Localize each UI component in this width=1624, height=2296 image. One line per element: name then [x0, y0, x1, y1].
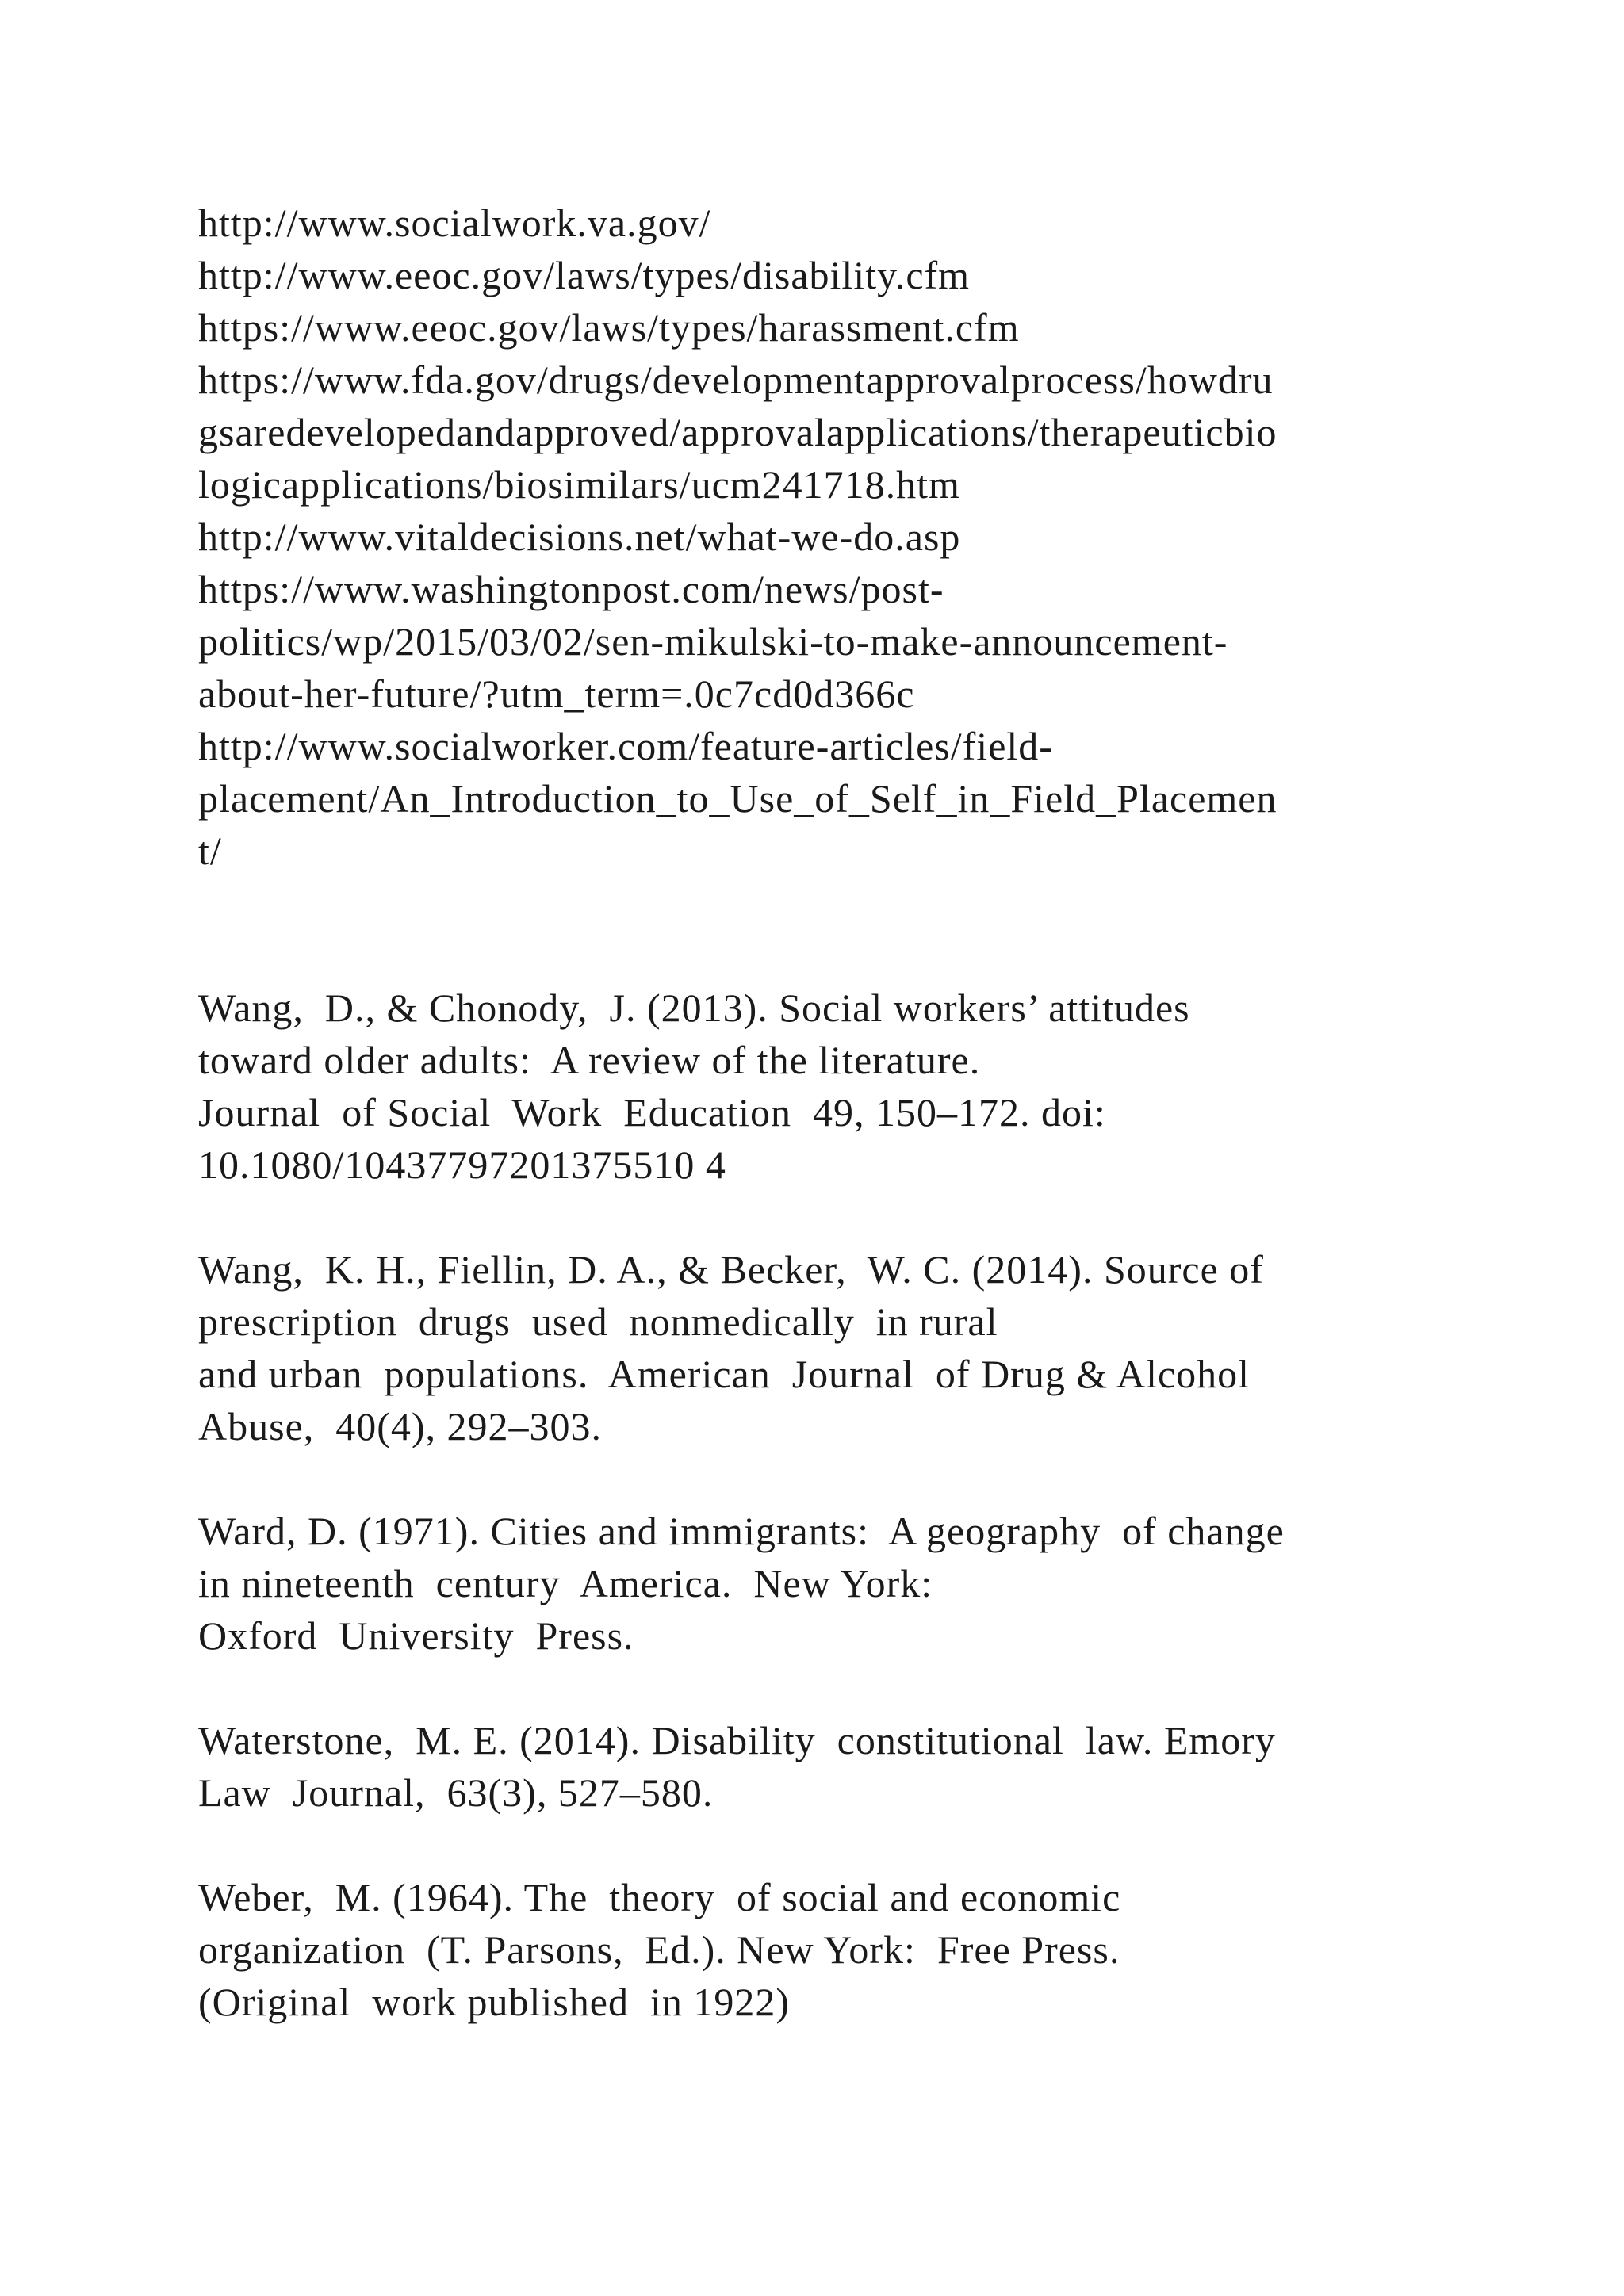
reference-line: Waterstone, M. E. (2014). Disability constitutional law. Emory — [198, 1718, 1276, 1762]
reference-entry-weber — [198, 1871, 1435, 2028]
url-line: gsaredevelopedandapproved/approvalapplications/therapeuticbio — [198, 410, 1277, 454]
reference-line: prescription drugs used nonmedically in rural — [198, 1299, 998, 1344]
reference-line: (Original work published in 1922) — [198, 1980, 791, 2024]
url-line: t/ — [198, 828, 222, 873]
reference-line: Wang, K. H., Fiellin, D. A., & Becker, W. C. (2014). Source of — [198, 1247, 1264, 1292]
reference-entry-waterstone — [198, 1714, 1435, 1819]
url-line: politics/wp/2015/03/02/sen-mikulski-to-make-announcement- — [198, 619, 1228, 664]
reference-line: Weber, M. (1964). The theory of social and economic — [198, 1875, 1121, 1919]
reference-line: organization (T. Parsons, Ed.). New York: Free Press. — [198, 1927, 1120, 1972]
reference-line: in nineteenth century America. New York: — [198, 1561, 933, 1605]
reference-line: and urban populations. American Journal of Drug & Alcohol — [198, 1352, 1251, 1396]
reference-line: Journal of Social Work Education 49, 150–172. doi: — [198, 1090, 1106, 1135]
reference-line: Law Journal, 63(3), 527–580. — [198, 1770, 714, 1815]
url-line: about-her-future/?utm_term=.0c7cd0d366c — [198, 672, 915, 716]
url-line: http://www.socialwork.va.gov/ — [198, 201, 711, 245]
url-line: http://www.vitaldecisions.net/what-we-do.asp — [198, 515, 961, 559]
url-line: placement/An_Introduction_to_Use_of_Self_in_Field_Placemen — [198, 776, 1277, 821]
reference-entry-ward — [198, 1505, 1435, 1662]
page-content — [198, 197, 1435, 2028]
reference-line: Ward, D. (1971). Cities and immigrants: A geography of change — [198, 1509, 1285, 1553]
url-line: http://www.socialworker.com/feature-articles/field- — [198, 724, 1053, 768]
reference-line: Abuse, 40(4), 292–303. — [198, 1404, 603, 1448]
reference-line: Wang, D., & Chonody, J. (2013). Social workers’ attitudes — [198, 985, 1190, 1030]
url-line: https://www.eeoc.gov/laws/types/harassment.cfm — [198, 305, 1020, 350]
reference-line: Oxford University Press. — [198, 1613, 634, 1658]
url-line: http://www.eeoc.gov/laws/types/disability.cfm — [198, 253, 971, 297]
url-line: https://www.washingtonpost.com/news/post- — [198, 567, 944, 611]
reference-line: 10.1080/10437797201375510 4 — [198, 1142, 726, 1187]
url-line: logicapplications/biosimilars/ucm241718.htm — [198, 462, 960, 507]
url-list — [198, 197, 1435, 877]
reference-entry-wang-chonody — [198, 982, 1435, 1191]
url-line: https://www.fda.gov/drugs/developmentapprovalprocess/howdru — [198, 358, 1274, 402]
reference-list — [198, 982, 1435, 2028]
reference-line: toward older adults: A review of the literature. — [198, 1038, 981, 1082]
reference-entry-wang-fiellin-becker — [198, 1243, 1435, 1452]
